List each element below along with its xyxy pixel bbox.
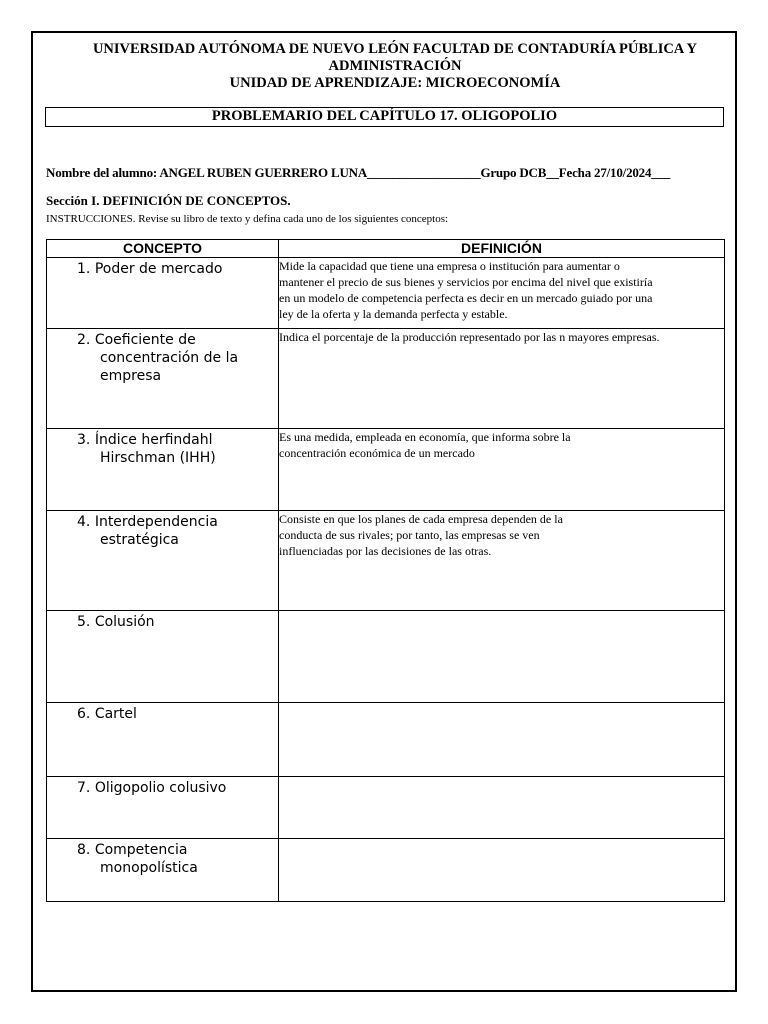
- definition-cell[interactable]: [279, 511, 725, 611]
- definition-line: Consiste en que los planes de cada empresa dependen de la: [279, 512, 563, 526]
- definition-cell[interactable]: [279, 839, 725, 902]
- table-row: [47, 839, 725, 902]
- definition-line: mantener el precio de sus bienes y servicios por encima del nivel que existiría: [279, 275, 653, 289]
- concept-number: 5.: [77, 614, 91, 630]
- table-row: [47, 329, 725, 429]
- table-row: [47, 777, 725, 839]
- concept-cell: [47, 511, 279, 611]
- concept-number: 1.: [77, 261, 91, 277]
- concept-name-continued: concentración de la: [100, 350, 239, 366]
- header-course: UNIDAD DE APRENDIZAJE: MICROECONOMÍA: [229, 75, 561, 91]
- concept-name: Interdependencia: [94, 514, 218, 530]
- concept-number: 8.: [77, 842, 91, 858]
- column-header-concept: CONCEPTO: [47, 240, 279, 258]
- concept-cell: [47, 839, 279, 902]
- concept-number: 3.: [77, 432, 91, 448]
- document-header: [50, 41, 740, 92]
- definition-cell[interactable]: [279, 611, 725, 703]
- concept-number: 4.: [77, 514, 91, 530]
- chapter-title: PROBLEMARIO DEL CAPÍTULO 17. OLIGOPOLIO: [45, 107, 724, 127]
- concept-cell: [47, 258, 279, 329]
- concept-name: Competencia: [94, 842, 188, 858]
- concept-name: Oligopolio colusivo: [94, 780, 227, 796]
- student-info-line: Nombre del alumno: ANGEL RUBEN GUERRERO LUNA__________________Grupo DCB__Fecha 27/10/2024___: [46, 165, 671, 180]
- concepts-table: [46, 239, 725, 902]
- definition-cell[interactable]: [279, 329, 725, 429]
- table-row: [47, 611, 725, 703]
- concept-number: 7.: [77, 780, 91, 796]
- definition-cell[interactable]: [279, 258, 725, 329]
- concept-number: 2.: [77, 332, 91, 348]
- concept-name-continued: monopolística: [100, 860, 198, 876]
- column-header-definition: DEFINICIÓN: [279, 240, 725, 258]
- table-row: [47, 511, 725, 611]
- concept-name: Poder de mercado: [94, 261, 223, 277]
- section-heading: Sección I. DEFINICIÓN DE CONCEPTOS.: [46, 193, 291, 208]
- definition-line: Es una medida, empleada en economía, que informa sobre la: [279, 430, 571, 444]
- concept-cell: [47, 429, 279, 511]
- concept-name-continued: empresa: [100, 368, 162, 384]
- definition-cell[interactable]: [279, 777, 725, 839]
- header-institution: UNIVERSIDAD AUTÓNOMA DE NUEVO LEÓN FACULTAD DE CONTADURÍA PÚBLICA Y ADMINISTRACIÓN: [92, 41, 698, 74]
- definition-line: Mide la capacidad que tiene una empresa o institución para aumentar o: [279, 259, 620, 273]
- concept-name: Índice herfindahl: [94, 432, 213, 448]
- concept-cell: [47, 777, 279, 839]
- concept-cell: [47, 703, 279, 777]
- definition-line: influenciadas por las decisiones de las otras.: [279, 544, 492, 558]
- table-row: [47, 429, 725, 511]
- definition-line: en un modelo de competencia perfecta es decir en un mercado guiado por una: [279, 291, 653, 305]
- instructions-text: INSTRUCCIONES. Revise su libro de texto y defina cada uno de los siguientes conceptos:: [46, 213, 449, 225]
- concept-name: Cartel: [94, 706, 137, 722]
- definition-cell[interactable]: [279, 429, 725, 511]
- concept-name-continued: estratégica: [100, 532, 179, 548]
- definition-line: concentración económica de un mercado: [279, 446, 475, 460]
- concept-name: Colusión: [94, 614, 155, 630]
- table-header-row: [47, 240, 725, 258]
- definition-cell[interactable]: [279, 703, 725, 777]
- definition-line: Indica el porcentaje de la producción representado por las n mayores empresas.: [279, 330, 660, 344]
- table-row: [47, 703, 725, 777]
- definition-line: conducta de sus rivales; por tanto, las empresas se ven: [279, 528, 540, 542]
- concept-number: 6.: [77, 706, 91, 722]
- table-row: [47, 258, 725, 329]
- concept-name-continued: Hirschman (IHH): [100, 450, 216, 466]
- concept-name: Coeficiente de: [94, 332, 196, 348]
- concept-cell: [47, 611, 279, 703]
- concept-cell: [47, 329, 279, 429]
- definition-line: ley de la oferta y la demanda perfecta y estable.: [279, 307, 508, 321]
